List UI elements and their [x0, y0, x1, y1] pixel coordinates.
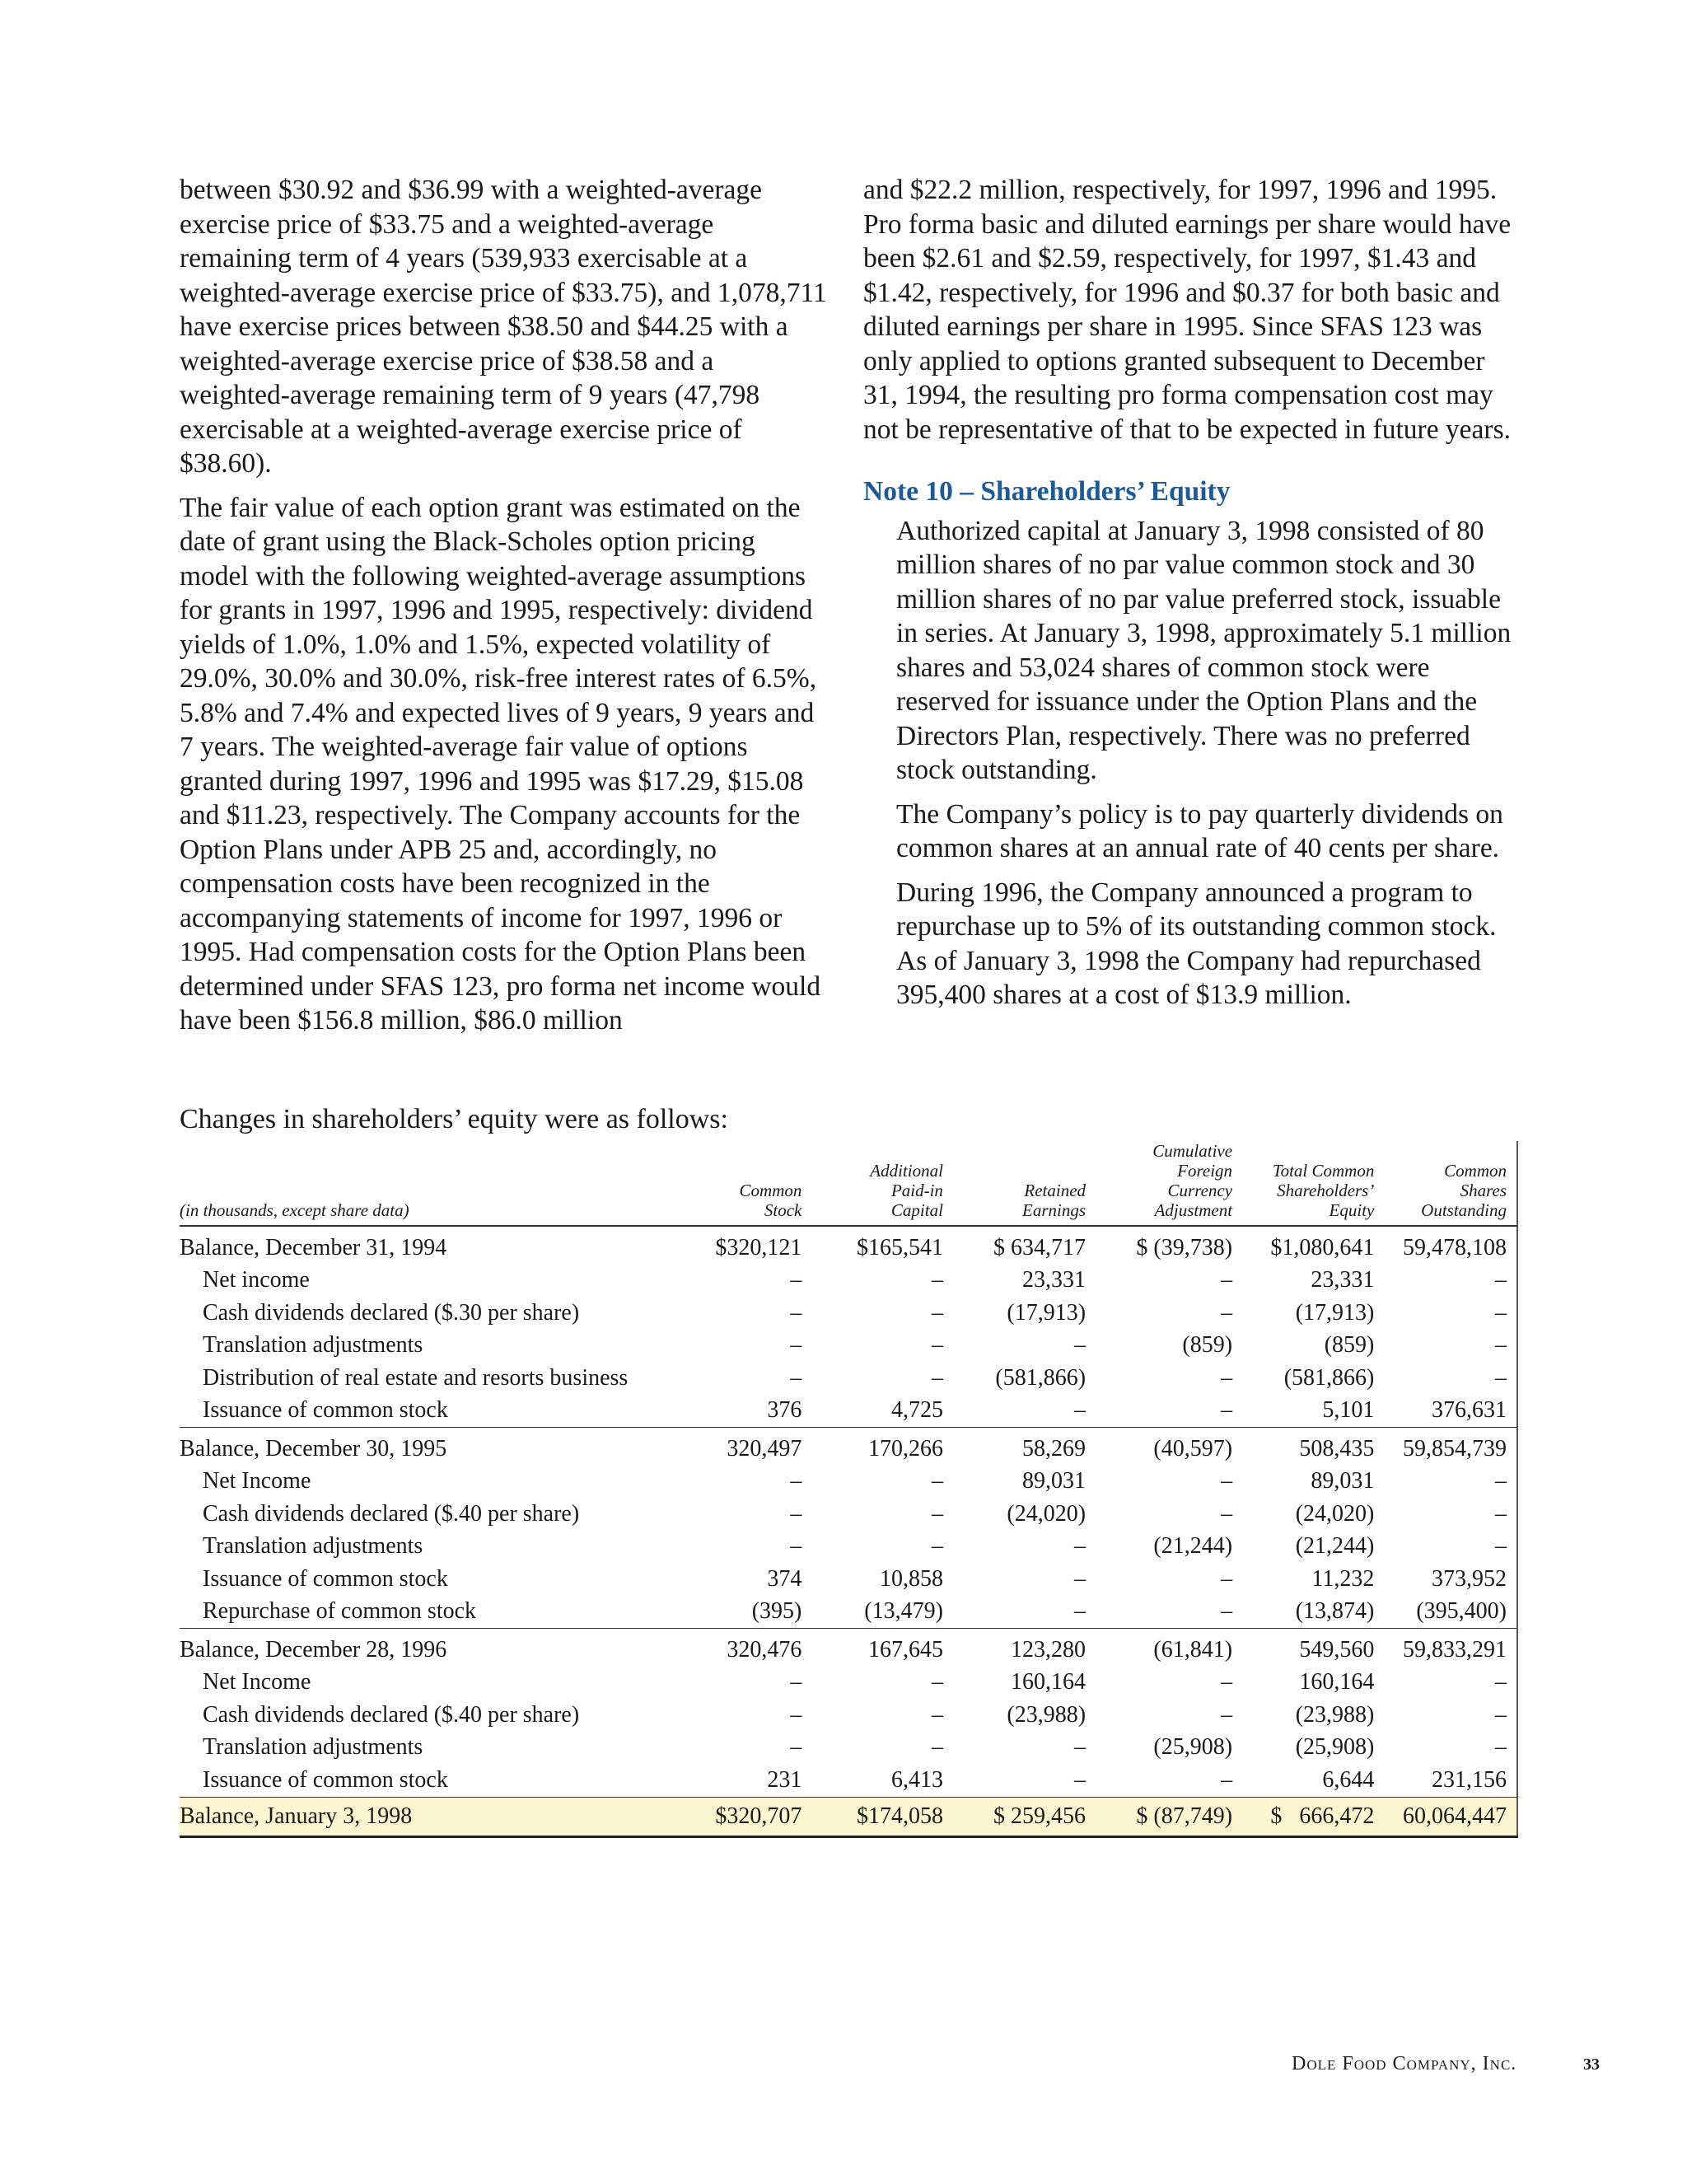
- row-value: (859): [1182, 1332, 1233, 1359]
- row-value: 320,497: [680, 1428, 812, 1466]
- table-row: [180, 1330, 1517, 1363]
- note-10-heading: Note 10 – Shareholders’ Equity: [863, 476, 1231, 507]
- row-value: (13,874): [1295, 1598, 1375, 1625]
- row-value: (61,841): [1096, 1629, 1242, 1667]
- row-value: –: [1221, 1701, 1233, 1728]
- row-value: –: [790, 1267, 802, 1293]
- row-value: 89,031: [1022, 1468, 1087, 1494]
- row-value: –: [1221, 1299, 1233, 1326]
- row-label: Cash dividends declared ($.40 per share): [203, 1500, 580, 1527]
- table-row: [180, 1699, 1517, 1732]
- row-value: $320,707: [680, 1797, 812, 1836]
- row-value: (395,400): [1416, 1598, 1507, 1625]
- row-value: –: [1495, 1701, 1507, 1728]
- row-label: Distribution of real estate and resorts business: [203, 1364, 629, 1391]
- row-value: –: [931, 1364, 943, 1391]
- row-label: Balance, December 28, 1996: [180, 1629, 680, 1667]
- row-value: $165,541: [856, 1234, 943, 1260]
- header-total-equity: Total Common Shareholders’ Equity: [1242, 1141, 1384, 1226]
- header-shares-outstanding: Common Shares Outstanding: [1384, 1141, 1517, 1226]
- row-value: (859): [1324, 1332, 1375, 1359]
- row-value: –: [1495, 1267, 1507, 1293]
- row-value: –: [931, 1669, 943, 1695]
- row-value: (25,908): [1295, 1734, 1375, 1761]
- row-value: $ 634,717: [993, 1234, 1087, 1260]
- header-additional-paid-in-capital: Additional Paid-in Capital: [811, 1141, 953, 1226]
- row-value: 4,725: [890, 1397, 943, 1424]
- row-value: –: [1221, 1500, 1233, 1527]
- left-paragraph-1: between $30.92 and $36.99 with a weighted-average exercise price of $33.75 and a weighted-average remaining term of 4 years (539,933 exercisable at a weighted-average exercise price of $33.75), and 1,078,711 have exercise prices between $38.50 and $44.25 with a weighted-average exercise price of $38.58 and a weighted-average remaining term of 9 years (47,798 exercisable at a weighted-average exercise price of $38.60).: [180, 175, 827, 479]
- row-value: 320,476: [680, 1629, 812, 1667]
- row-value: –: [1074, 1734, 1087, 1761]
- row-value: $174,058: [811, 1797, 953, 1836]
- row-value: 11,232: [1311, 1565, 1375, 1592]
- row-value: –: [1495, 1669, 1507, 1695]
- row-value: –: [1074, 1565, 1087, 1592]
- row-label: Net income: [203, 1267, 310, 1293]
- table-row: [180, 1362, 1517, 1395]
- row-value: 60,064,447: [1384, 1797, 1517, 1836]
- row-value: –: [931, 1267, 943, 1293]
- row-value: –: [931, 1533, 943, 1560]
- row-value: –: [1221, 1565, 1233, 1592]
- row-value: –: [1074, 1598, 1087, 1625]
- row-value: –: [1495, 1332, 1507, 1359]
- right-paragraph-2: Authorized capital at January 3, 1998 consisted of 80 million shares of no par value common stock and 30 million shares of no par value preferred stock, issuable in series. At January 3, 1998, approximately 5.1 million shares and 53,024 shares of common stock were reserved for issuance under the Option Plans and the Directors Plan, respectively. There was no preferred stock outstanding.: [896, 515, 1512, 785]
- header-label: (in thousands, except share data): [180, 1141, 680, 1226]
- row-value: $1,080,641: [1270, 1234, 1375, 1260]
- footer-company-name: Dole Food Company, Inc.: [1292, 2053, 1517, 2074]
- row-value: 59,854,739: [1384, 1428, 1517, 1466]
- note-10-body: [863, 514, 1522, 1012]
- shareholders-equity-table: [180, 1141, 1518, 1838]
- table-row: [180, 1265, 1517, 1298]
- row-value: –: [1495, 1500, 1507, 1527]
- row-value: (21,244): [1153, 1533, 1233, 1560]
- table-row: [180, 1732, 1517, 1765]
- row-value: –: [790, 1500, 802, 1527]
- header-common-stock: Common Stock: [680, 1141, 812, 1226]
- page-number: 33: [1583, 2055, 1600, 2074]
- row-value: –: [1495, 1468, 1507, 1494]
- row-value: 231,156: [1432, 1766, 1507, 1793]
- left-text-column: [180, 173, 830, 1048]
- row-value: (395): [751, 1598, 802, 1625]
- right-paragraph-3: The Company’s policy is to pay quarterly dividends on common shares at an annual rate of 40 cents per share.: [896, 798, 1503, 863]
- row-value: 508,435: [1242, 1428, 1384, 1466]
- row-value: –: [790, 1734, 802, 1761]
- row-value: –: [790, 1299, 802, 1326]
- table-row: [180, 1498, 1517, 1531]
- row-value: 374: [767, 1565, 802, 1592]
- table-row: [180, 1395, 1517, 1428]
- row-label: Translation adjustments: [203, 1332, 423, 1359]
- row-value: (23,988): [1007, 1701, 1087, 1728]
- row-value: –: [790, 1669, 802, 1695]
- row-value: –: [931, 1500, 943, 1527]
- row-label: Issuance of common stock: [203, 1397, 448, 1424]
- row-value: 123,280: [953, 1629, 1096, 1667]
- row-value: –: [1221, 1468, 1233, 1494]
- table-row: [180, 1531, 1517, 1564]
- row-label: Translation adjustments: [203, 1533, 423, 1560]
- row-value: –: [790, 1701, 802, 1728]
- table-row: [180, 1764, 1517, 1797]
- row-value: –: [1221, 1267, 1233, 1293]
- row-label: Balance, December 31, 1994: [180, 1234, 447, 1260]
- row-value: 160,164: [1299, 1669, 1375, 1695]
- row-value: 231: [767, 1766, 802, 1793]
- row-label: Issuance of common stock: [203, 1766, 448, 1793]
- row-label: Balance, December 30, 1995: [180, 1428, 680, 1466]
- row-value: –: [1074, 1397, 1087, 1424]
- row-label: Cash dividends declared ($.40 per share): [203, 1701, 580, 1728]
- row-value: 6,413: [890, 1766, 943, 1793]
- row-value: 160,164: [1011, 1669, 1087, 1695]
- row-value: (581,866): [995, 1364, 1087, 1391]
- row-value: 376: [767, 1397, 802, 1424]
- row-label: Net Income: [203, 1468, 311, 1494]
- table-row: [180, 1629, 1517, 1667]
- row-value: –: [1495, 1299, 1507, 1326]
- row-value: (25,908): [1153, 1734, 1233, 1761]
- row-value: 59,833,291: [1384, 1629, 1517, 1667]
- table-row: [180, 1667, 1517, 1700]
- row-value: 5,101: [1322, 1397, 1375, 1424]
- row-value: (24,020): [1007, 1500, 1087, 1527]
- row-value: –: [1221, 1766, 1233, 1793]
- row-value: –: [1221, 1397, 1233, 1424]
- row-value: 376,631: [1432, 1397, 1507, 1424]
- row-value: $ (39,738): [1136, 1234, 1233, 1260]
- row-value: (17,913): [1007, 1299, 1087, 1326]
- row-value: 89,031: [1311, 1468, 1375, 1494]
- row-value: $ 666,472: [1242, 1797, 1384, 1836]
- table-row: [180, 1297, 1517, 1330]
- row-value: –: [790, 1332, 802, 1359]
- row-value: –: [1495, 1533, 1507, 1560]
- header-currency-adjustment: Cumulative Foreign Currency Adjustment: [1096, 1141, 1242, 1226]
- right-paragraph-4: During 1996, the Company announced a program to repurchase up to 5% of its outstanding common stock. As of January 3, 1998 the Company had repurchased 395,400 shares at a cost of $13.9 million.: [896, 877, 1497, 1010]
- row-value: –: [1221, 1669, 1233, 1695]
- left-paragraph-2: The fair value of each option grant was estimated on the date of grant using the Black-Scholes option pricing model with the following weighted-average assumptions for grants in 1997, 1996 and 1995, respectively: dividend yields of 1.0%, 1.0% and 1.5%, expected volatility of 29.0%, 30.0% and 30.0%, risk-free interest rates of 6.5%, 5.8% and 7.4% and expected lives of 9 years, 9 years and 7 years. The weighted-average fair value of options granted during 1997, 1996 and 1995 was $17.29, $15.08 and $11.23, respectively. The Company accounts for the Option Plans under APB 25 and, accordingly, no compensation costs have been recognized in the accompanying statements of income for 1997, 1996 or 1995. Had compensation costs for the Option Plans been determined under SFAS 123, pro forma net income would have been $156.8 million, $86.0 million: [180, 492, 821, 1036]
- row-value: $320,121: [715, 1234, 802, 1260]
- row-value: –: [931, 1332, 943, 1359]
- row-value: 6,644: [1322, 1766, 1375, 1793]
- right-paragraph-1: and $22.2 million, respectively, for 1997, 1996 and 1995. Pro forma basic and diluted earnings per share would have been $2.61 and $2.59, respectively, for 1997, $1.43 and $1.42, respectively, for 1996 and $0.37 for both basic and diluted earnings per share in 1995. Since SFAS 123 was only applied to options granted subsequent to December 31, 1994, the resulting pro forma compensation cost may not be representative of that to be expected in future years.: [863, 175, 1512, 445]
- row-value: 549,560: [1242, 1629, 1384, 1667]
- row-value: –: [790, 1533, 802, 1560]
- row-value: (581,866): [1283, 1364, 1375, 1391]
- row-label: Cash dividends declared ($.30 per share): [203, 1299, 580, 1326]
- row-value: 10,858: [879, 1565, 943, 1592]
- row-value: 167,645: [811, 1629, 953, 1667]
- row-value: –: [931, 1299, 943, 1326]
- table-row: [180, 1466, 1517, 1499]
- table-caption: Changes in shareholders’ equity were as follows:: [180, 1104, 728, 1134]
- row-value: –: [1221, 1598, 1233, 1625]
- row-value: –: [1495, 1364, 1507, 1391]
- table-header-row: [180, 1141, 1517, 1226]
- table-row: [180, 1596, 1517, 1629]
- row-label: Net Income: [203, 1669, 311, 1695]
- table-row: [180, 1797, 1517, 1836]
- row-value: 23,331: [1311, 1267, 1375, 1293]
- table-body: [180, 1226, 1517, 1836]
- table-row: [180, 1428, 1517, 1466]
- row-value: 58,269: [953, 1428, 1096, 1466]
- row-value: 23,331: [1022, 1267, 1087, 1293]
- row-value: –: [1074, 1332, 1087, 1359]
- row-label: Balance, January 3, 1998: [180, 1797, 680, 1836]
- row-value: (21,244): [1295, 1533, 1375, 1560]
- row-value: –: [1074, 1533, 1087, 1560]
- row-value: (13,479): [864, 1598, 943, 1625]
- row-value: (24,020): [1295, 1500, 1375, 1527]
- row-value: –: [790, 1364, 802, 1391]
- row-value: (40,597): [1096, 1428, 1242, 1466]
- table-row: [180, 1226, 1517, 1265]
- row-value: (23,988): [1295, 1701, 1375, 1728]
- header-retained-earnings: Retained Earnings: [953, 1141, 1096, 1226]
- row-value: –: [1221, 1364, 1233, 1391]
- row-value: $ (87,749): [1096, 1797, 1242, 1836]
- row-value: 373,952: [1432, 1565, 1507, 1592]
- row-label: Repurchase of common stock: [203, 1598, 477, 1625]
- row-label: Translation adjustments: [203, 1734, 423, 1761]
- row-value: –: [931, 1734, 943, 1761]
- row-value: –: [931, 1701, 943, 1728]
- row-value: –: [1495, 1734, 1507, 1761]
- right-text-column: [863, 173, 1522, 1022]
- row-value: –: [931, 1468, 943, 1494]
- row-value: 170,266: [811, 1428, 953, 1466]
- row-label: Issuance of common stock: [203, 1565, 448, 1592]
- row-value: $ 259,456: [953, 1797, 1096, 1836]
- row-value: (17,913): [1295, 1299, 1375, 1326]
- table-row: [180, 1563, 1517, 1596]
- row-value: 59,478,108: [1403, 1234, 1507, 1260]
- row-value: –: [790, 1468, 802, 1494]
- row-value: –: [1074, 1766, 1087, 1793]
